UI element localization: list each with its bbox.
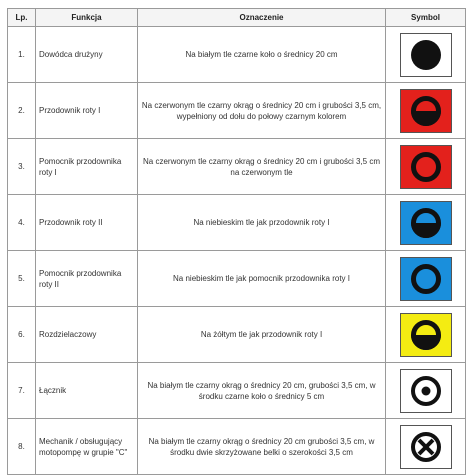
cell-lp: 1. [8, 27, 36, 83]
cell-symbol [386, 27, 466, 83]
cell-lp: 4. [8, 195, 36, 251]
cell-funkcja: Łącznik [36, 363, 138, 419]
cell-oznaczenie: Na żółtym tle jak przodownik roty I [138, 307, 386, 363]
cell-funkcja: Dowódca drużyny [36, 27, 138, 83]
cell-oznaczenie: Na białym tle czarne koło o średnicy 20 cm [138, 27, 386, 83]
function-symbol-table [7, 8, 466, 475]
half-filled-circle-on-red-icon [400, 89, 452, 133]
header-symbol: Symbol [386, 9, 466, 27]
cell-oznaczenie: Na niebieskim tle jak pomocnik przodownika roty I [138, 251, 386, 307]
ring-on-blue-icon [400, 257, 452, 301]
cell-oznaczenie: Na niebieskim tle jak przodownik roty I [138, 195, 386, 251]
header-funkcja: Funkcja [36, 9, 138, 27]
cell-symbol [386, 139, 466, 195]
cell-funkcja: Pomocnik przodownika roty II [36, 251, 138, 307]
cell-funkcja: Mechanik / obsługujący motopompę w grupie "C" [36, 419, 138, 475]
black-disc-on-white-icon [400, 33, 452, 77]
ring-on-red-icon [400, 145, 452, 189]
cell-funkcja: Rozdzielaczowy [36, 307, 138, 363]
cell-funkcja: Przodownik roty I [36, 83, 138, 139]
cell-lp: 8. [8, 419, 36, 475]
cell-symbol [386, 307, 466, 363]
header-oznaczenie: Oznaczenie [138, 9, 386, 27]
cell-oznaczenie: Na białym tle czarny okrąg o średnicy 20 cm grubości 3,5 cm, w środku dwie skrzyżowane belki o szerokości 3,5 cm [138, 419, 386, 475]
table-row [8, 251, 466, 307]
header-lp: Lp. [8, 9, 36, 27]
cell-funkcja: Pomocnik przodownika roty I [36, 139, 138, 195]
table-row [8, 83, 466, 139]
table-row [8, 195, 466, 251]
cell-symbol [386, 83, 466, 139]
table-row [8, 27, 466, 83]
table-row [8, 363, 466, 419]
half-filled-circle-on-yellow-icon [400, 313, 452, 357]
cell-oznaczenie: Na czerwonym tle czarny okrąg o średnicy 20 cm i grubości 3,5 cm na czerwonym tle [138, 139, 386, 195]
cell-oznaczenie: Na białym tle czarny okrąg o średnicy 20 cm, grubości 3,5 cm, w środku czarne koło o średnicy 5 cm [138, 363, 386, 419]
cell-symbol [386, 419, 466, 475]
cell-lp: 7. [8, 363, 36, 419]
cell-lp: 2. [8, 83, 36, 139]
cell-symbol [386, 363, 466, 419]
table-row [8, 307, 466, 363]
cell-symbol [386, 195, 466, 251]
half-filled-circle-on-blue-icon [400, 201, 452, 245]
ring-with-center-dot-on-white-icon [400, 369, 452, 413]
table-row [8, 139, 466, 195]
cell-lp: 3. [8, 139, 36, 195]
cell-lp: 5. [8, 251, 36, 307]
cell-oznaczenie: Na czerwonym tle czarny okrąg o średnicy 20 cm i grubości 3,5 cm, wypełniony od dołu do połowy czarnym kolorem [138, 83, 386, 139]
cell-lp: 6. [8, 307, 36, 363]
ring-with-cross-on-white-icon [400, 425, 452, 469]
cell-funkcja: Przodownik roty II [36, 195, 138, 251]
table-row [8, 419, 466, 475]
cell-symbol [386, 251, 466, 307]
header-row [8, 9, 466, 27]
table-body [8, 27, 466, 475]
table [7, 8, 466, 475]
